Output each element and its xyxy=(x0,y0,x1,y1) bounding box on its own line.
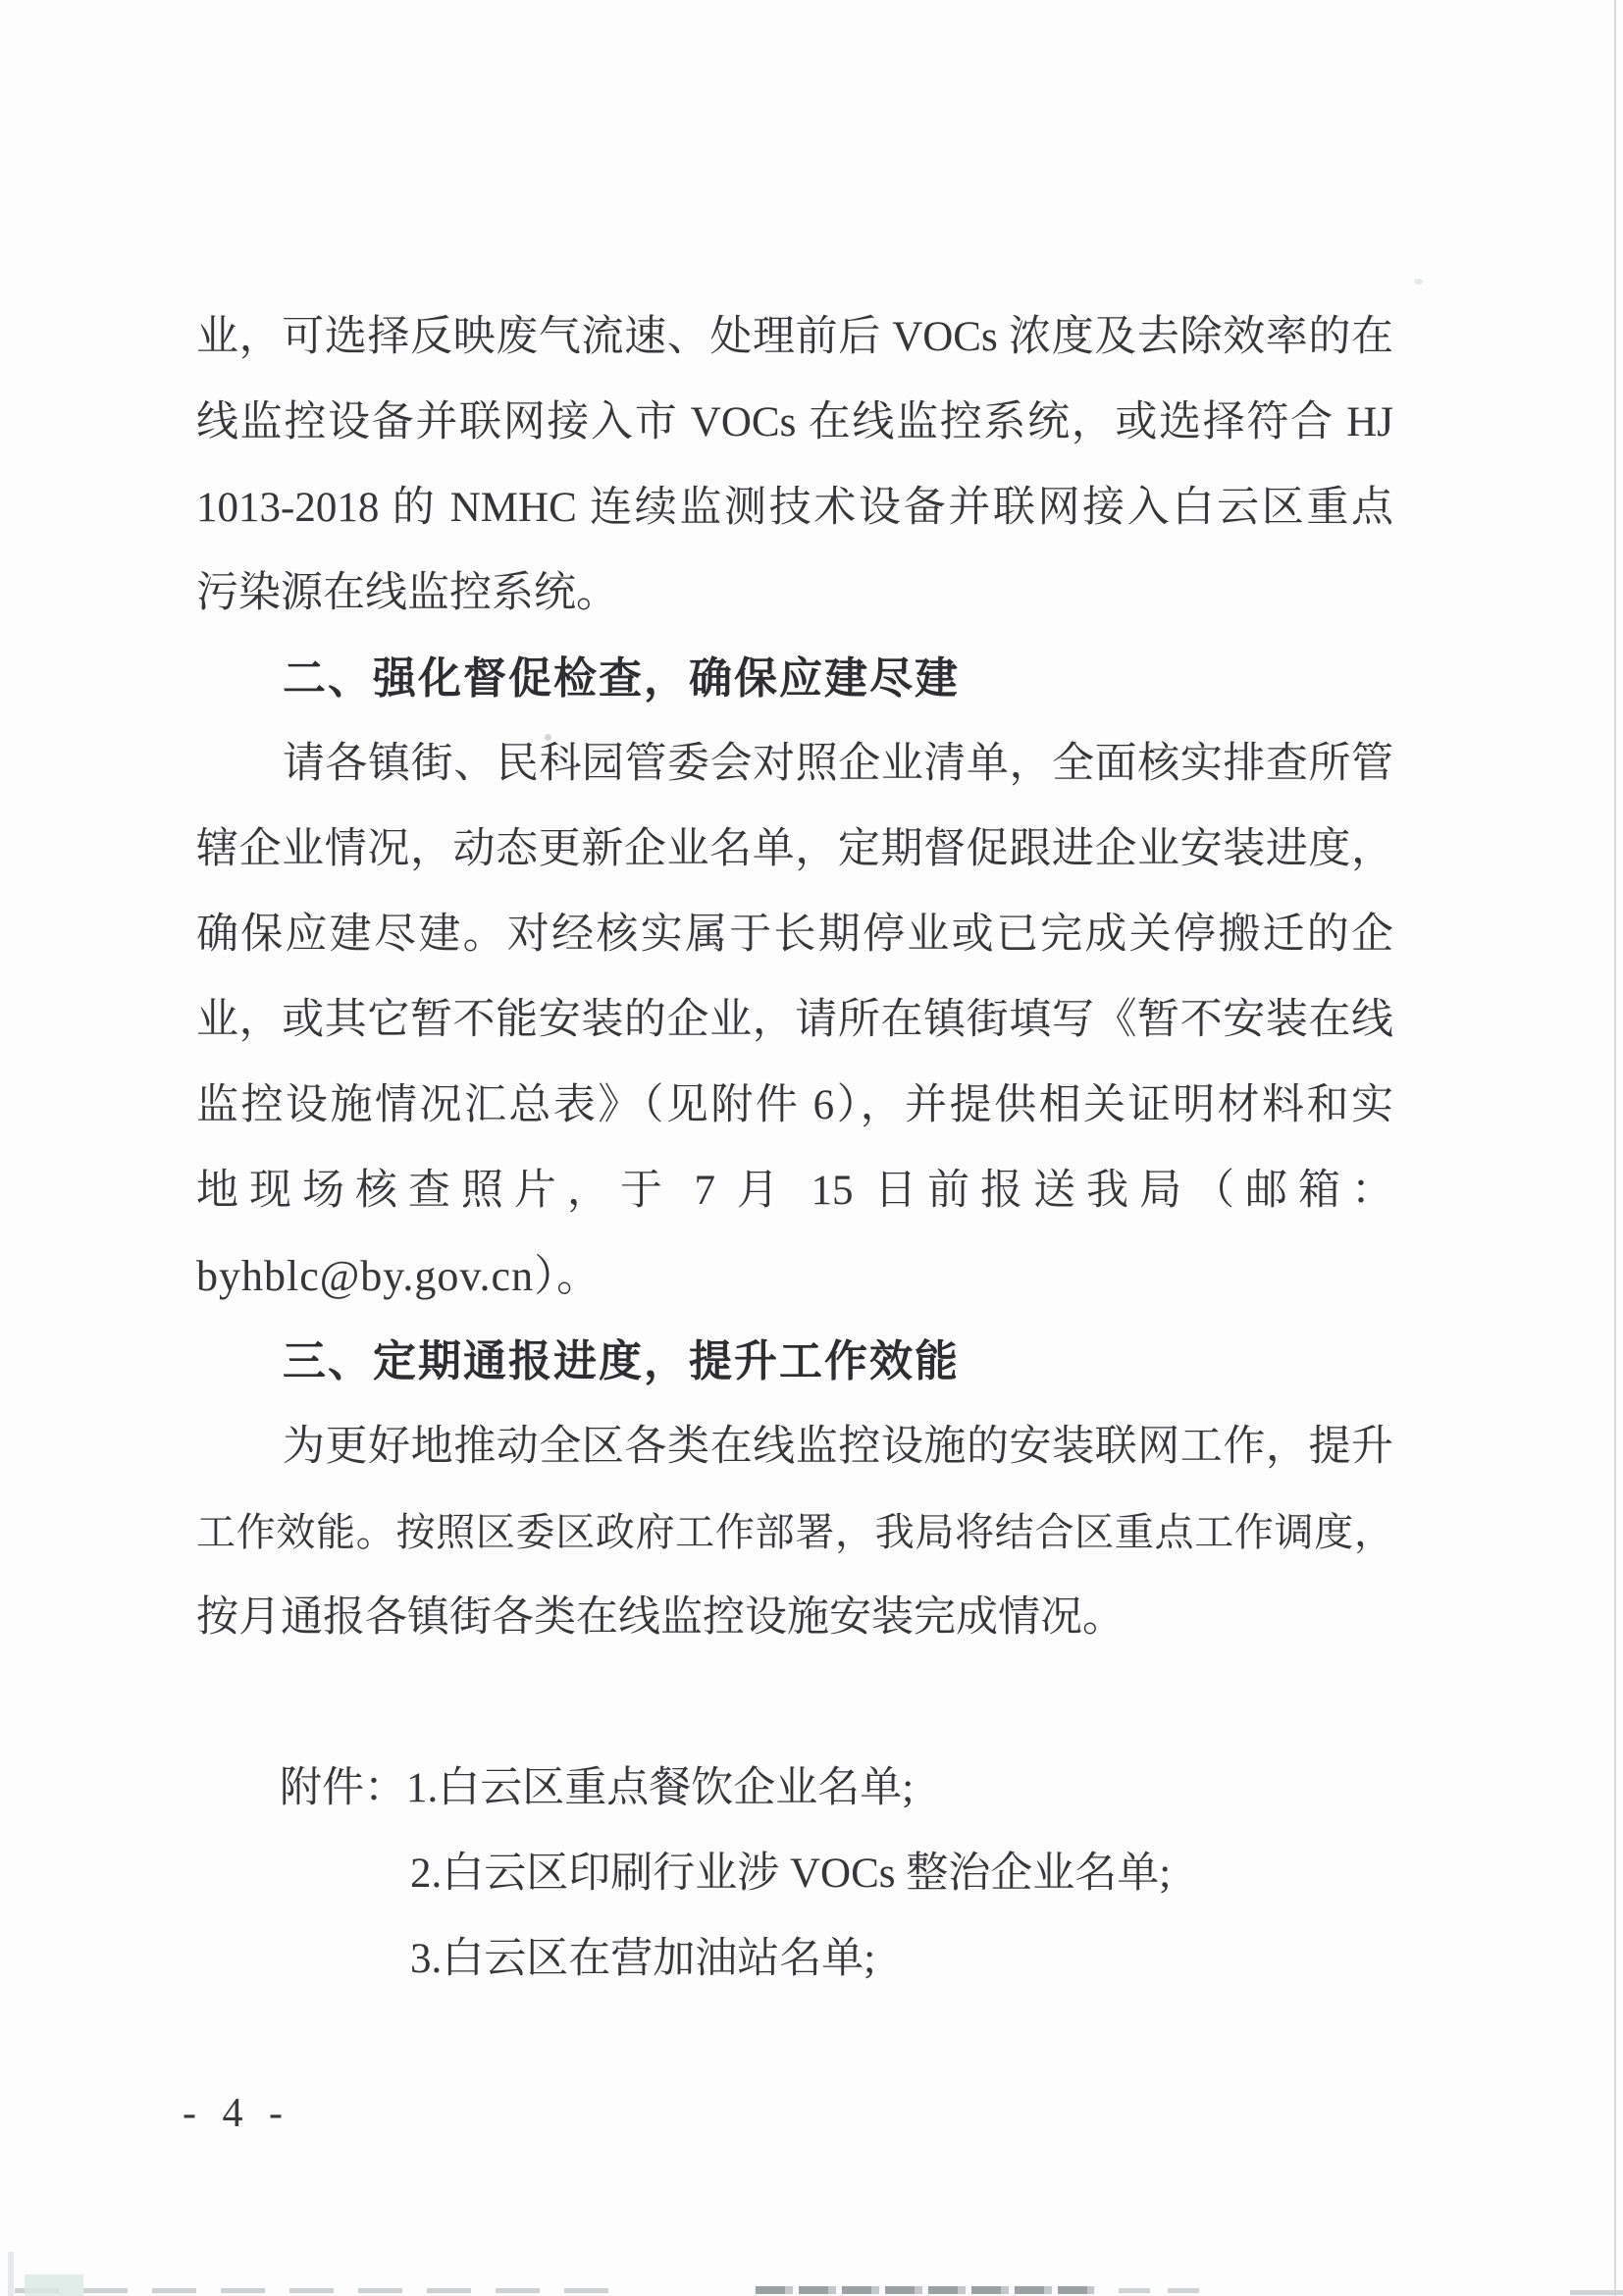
attachment-item-2: 2.白云区印刷行业涉 VOCs 整治企业名单; xyxy=(410,1851,1172,1897)
scan-artifact-speck-2 xyxy=(1414,279,1423,285)
body-line-13: 按月通报各镇街各类在线监控设施安装完成情况。 xyxy=(196,1594,1125,1641)
attachment-item-1: 附件：1.白云区重点餐饮企业名单; xyxy=(280,1765,915,1811)
body-line-4: 污染源在线监控系统。 xyxy=(196,570,618,616)
document-text-block xyxy=(196,294,1393,2002)
scan-artifact-bottom-corner xyxy=(1570,2290,1623,2295)
page-number: - 4 - xyxy=(183,2091,290,2136)
scan-artifact-corner-speck xyxy=(25,2274,83,2296)
scan-artifact-bottom-mid xyxy=(756,2286,1094,2294)
scan-artifact-bottom-right xyxy=(1119,2288,1217,2293)
body-line-10: 地现场核查照片，于 7 月 15 日前报送我局（邮箱： xyxy=(196,1168,1393,1214)
body-line-7: 确保应建尽建。对经核实属于长期停业或已完成关停搬迁的企 xyxy=(196,912,1393,958)
body-line-8: 业，或其它暂不能安装的企业，请所在镇街填写《暂不安装在线 xyxy=(196,997,1393,1043)
scan-artifact-left-smudge xyxy=(8,2252,14,2296)
scan-artifact-bottom-left xyxy=(15,2288,628,2293)
body-line-1: 业，可选择反映废气流速、处理前后 VOCs 浓度及去除效率的在 xyxy=(196,314,1393,360)
email-line: byhblc@by.gov.cn）。 xyxy=(196,1252,602,1300)
scan-edge-line xyxy=(1614,0,1616,2296)
body-line-12: 工作效能。按照区委区政府工作部署，我局将结合区重点工作调度， xyxy=(196,1510,1393,1554)
body-line-5: 请各镇街、民科园管委会对照企业清单，全面核实排查所管 xyxy=(283,741,1393,787)
scan-artifact-speck-1 xyxy=(545,734,551,741)
blank-line xyxy=(196,1660,1393,1746)
body-line-2: 线监控设备并联网接入市 VOCs 在线监控系统，或选择符合 HJ xyxy=(196,399,1393,445)
body-line-11: 为更好地推动全区各类在线监控设施的安装联网工作，提升 xyxy=(283,1424,1393,1470)
body-line-9: 监控设施情况汇总表》（见附件 6），并提供相关证明材料和实 xyxy=(196,1082,1393,1128)
attachment-item-3: 3.白云区在营加油站名单; xyxy=(410,1936,876,1982)
body-line-3: 1013-2018 的 NMHC 连续监测技术设备并联网接入白云区重点 xyxy=(196,485,1393,531)
section-heading-3: 三、定期通报进度，提升工作效能 xyxy=(283,1337,960,1385)
section-heading-2: 二、强化督促检查，确保应建尽建 xyxy=(283,654,960,703)
body-line-6: 辖企业情况，动态更新企业名单，定期督促跟进企业安装进度， xyxy=(196,826,1393,872)
